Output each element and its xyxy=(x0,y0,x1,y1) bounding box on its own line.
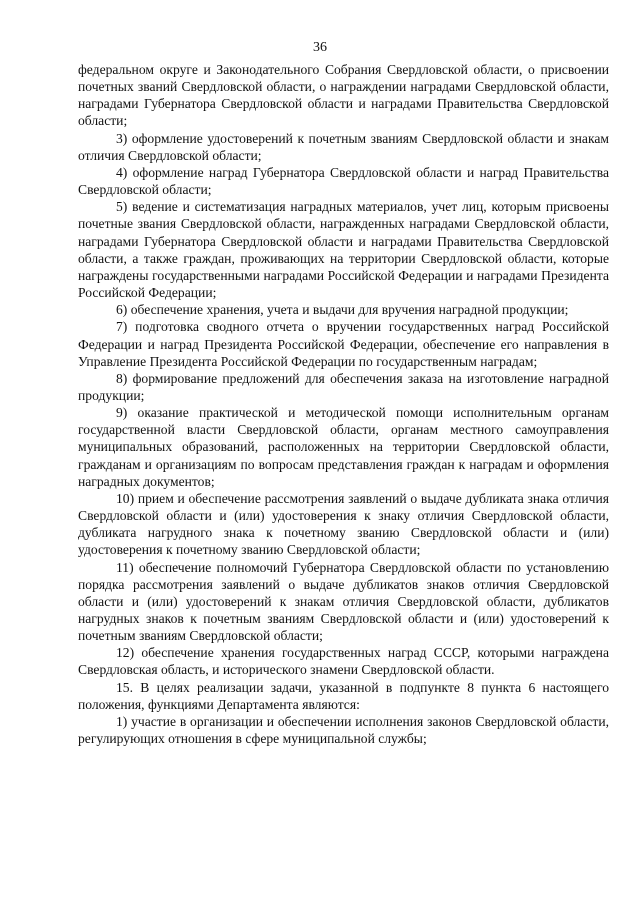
paragraph-continuation: федеральном округе и Законодательного Собрания Свердловской области, о присвоении почетных званий Свердловской области, о награждении наградами Свердловской области, наградами Губернатора Свердловской области и наградами Правительства Свердловской области; xyxy=(78,62,609,129)
document-body xyxy=(78,61,609,747)
paragraph-item-10: 10) прием и обеспечение рассмотрения заявлений о выдаче дубликата знака отличия Свердловской области и (или) удостоверения к знаку отличия Свердловской области, дубликата нагрудного знака к почетному званию Свердловской области и (или) удостоверения к почетному званию Свердловской области; xyxy=(78,490,609,558)
page-number: 36 xyxy=(313,40,327,55)
paragraph-item-4: 4) оформление наград Губернатора Свердловской области и наград Правительства Свердловской области; xyxy=(78,164,609,198)
paragraph-item-11: 11) обеспечение полномочий Губернатора Свердловской области по установлению порядка рассмотрения заявлений о выдаче дубликатов знаков отличия Свердловской области и (или) удостоверений к знакам отличия Свердловской области, дубликатов нагрудных знаков к почетным званиям Свердловской области и (или) удостоверений к почетным званиям Свердловской области; xyxy=(78,559,609,644)
paragraph-item-7: 7) подготовка сводного отчета о вручении государственных наград Российской Федерации и наград Президента Российской Федерации, обеспечение его направления в Управление Президента Российской Федерации по государственным наградам; xyxy=(78,319,609,369)
paragraph-item-3: 3) оформление удостоверений к почетным званиям Свердловской области и знакам отличия Свердловской области; xyxy=(78,130,609,163)
paragraph-item-12: 12) обеспечение хранения государственных наград СССР, которыми награждена Свердловская область, и исторического знамени Свердловской области. xyxy=(78,645,609,678)
paragraph-item-8: 8) формирование предложений для обеспечения заказа на изготовление наградной продукции; xyxy=(78,370,609,403)
paragraph-item-5: 5) ведение и систематизация наградных материалов, учет лиц, которым присвоены почетные звания Свердловской области, награжденных наградами Свердловской области, наградами Губернатора Свердловской области и наградами Правительства Свердловской области, а также граждан, проживающих на территории Свердловской области, которые награждены государственными наградами Российской Федерации и наградами Президента Российской Федерации; xyxy=(78,199,609,301)
paragraph-section-15: 15. В целях реализации задачи, указанной в подпункте 8 пункта 6 настоящего положения, функциями Департамента являются: xyxy=(78,679,609,712)
paragraph-item-6: 6) обеспечение хранения, учета и выдачи для вручения наградной продукции; xyxy=(116,302,569,318)
paragraph-item-9: 9) оказание практической и методической помощи исполнительным органам государственной власти Свердловской области, органам местного самоуправления муниципальных образований, расположенных на территории Свердловской области, гражданам и организациям по вопросам представления граждан к наградам и оформления наградных документов; xyxy=(78,405,609,489)
paragraph-section-15-item-1: 1) участие в организации и обеспечении исполнения законов Свердловской области, регулирующих отношения в сфере муниципальной службы; xyxy=(78,713,609,747)
